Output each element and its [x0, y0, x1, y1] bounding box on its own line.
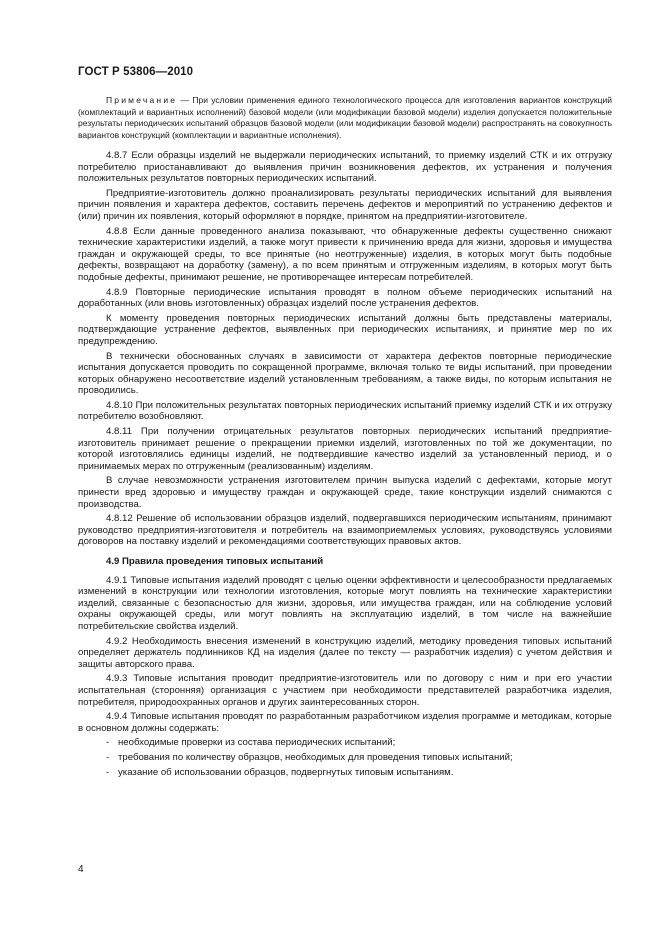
- note-text: — При условии применения единого технологического процесса для изготовления вариантов конструкций (комплектаций и вариантных исполнений) базовой модели (или модификации базовой модели) изделия допускается положительные результаты периодических испытаний образцов базовой модели (или модификации базовой модели) распространять на совокупность вариантов конструкций (комплектации и вариантные исполнения).: [78, 95, 612, 140]
- standard-header: ГОСТ Р 53806—2010: [78, 66, 194, 78]
- body-paragraph: 4.8.8 Если данные проведенного анализа показывают, что обнаруженные дефекты существенно снижают технические характеристики изделий, а также могут привести к причинению вреда для жизни, здоровья и имущества граждан и окружающей среды, то все принятые (но неотгруженные) изделия, в которых могут быть подобные дефекты, возвращают на доработку (замену), а по всем принятым и отгруженным изделиям, в которых могут быть подобные дефекты, принимают решение, не противоречащее интересам потребителей.: [78, 225, 612, 283]
- body-paragraph: 4.9.3 Типовые испытания проводит предприятие-изготовитель или по договору с ним и при его участии испытательная (сторонняя) организация с участием при необходимости представителей разработчика изделия, потребителя, природоохранных органов и других заинтересованных сторон.: [78, 673, 612, 708]
- list-item: [78, 737, 612, 749]
- body-paragraph: 4.9.4 Типовые испытания проводят по разработанным разработчиком изделия программе и методикам, которые в основном должны содержать:: [78, 711, 612, 734]
- paragraph-group-4-9: [78, 575, 612, 735]
- list-item: [78, 767, 612, 779]
- body-paragraph: 4.8.12 Решение об использовании образцов изделий, подвергавшихся периодическим испытаниям, принимают руководство предприятия-изготовителя и потребитель на взаимоприемлемых условиях, руководствуясь условиями договоров на поставку изделий и рекомендациями соответствующих правовых актов.: [78, 513, 612, 548]
- list-marker: -: [106, 766, 110, 778]
- body-paragraph: 4.9.1 Типовые испытания изделий проводят с целью оценки эффективности и целесообразности предлагаемых изменений в конструкции или технологии изготовления, которые могут повлиять на технические характеристики изделий, связанные с безопасностью для жизни, здоровья, или имущества граждан, или на соблюдение условий охраны окружающей среды, или могут повлиять на эксплуатацию изделий, в том числе на важнейшие потребительские свойства изделий.: [78, 574, 612, 632]
- body-paragraph: К моменту проведения повторных периодических испытаний должны быть представлены материалы, подтверждающие устранение дефектов, выявленных при периодических испытаниях, и принятие мер по их предупреждению.: [78, 312, 612, 347]
- body-paragraph: 4.8.11 При получении отрицательных результатов повторных периодических испытаний предприятие-изготовитель принимает решение о прекращении приемки изделий, изготовленных по той же документации, по которой изготовлялись единицы изделий, не подтвердившие качество изделий за установленный период, и о принимаемых мерах по отгруженным (реализованным) изделиям.: [78, 426, 612, 472]
- list-item-text: указание об использовании образцов, подвергнутых типовым испытаниям.: [118, 766, 454, 778]
- body-paragraph: 4.9.2 Необходимость внесения изменений в конструкцию изделий, методику проведения типовых испытаний определяет держатель подлинников КД на изделия (далее по тексту — разработчик изделия) с учетом действия и защиты авторского права.: [78, 635, 612, 670]
- document-body: [78, 95, 612, 778]
- list-item-text: требования по количеству образцов, необходимых для проведения типовых испытаний;: [118, 751, 513, 763]
- body-paragraph: Предприятие-изготовитель должно проанализировать результаты периодических испытаний для выявления причин появления и характера дефектов, составить перечень дефектов и мероприятий по устранению дефектов и (или) причин их появления, который оформляют в порядке, принятом на предприятии-изготовителе.: [78, 187, 612, 222]
- list-marker: -: [106, 751, 110, 763]
- list-item: [78, 752, 612, 764]
- body-paragraph: 4.8.7 Если образцы изделий не выдержали периодических испытаний, то приемку изделий СТК и их отгрузку потребителю приостанавливают до выявления причин возникновения дефектов, их устранения и получения положительных результатов повторных периодических испытаний.: [78, 150, 612, 185]
- requirements-list: [78, 737, 612, 778]
- note-paragraph: [78, 95, 612, 141]
- body-paragraph: В технически обоснованных случаях в зависимости от характера дефектов повторные периодические испытания допускается проводить по сокращенной программе, включая только те виды испытаний, при проведении которых обнаружено несоответствие изделий установленным требованиям, а также виды, по которым испытания не проводились.: [78, 350, 612, 397]
- paragraph-group-4-8: [78, 150, 612, 548]
- section-title: 4.9 Правила проведения типовых испытаний: [106, 556, 324, 567]
- body-paragraph: 4.8.9 Повторные периодические испытания проводят в полном объеме периодических испытаний на доработанных (или вновь изготовленных) образцах изделий после устранения дефектов.: [78, 286, 612, 310]
- page-number: 4: [78, 864, 84, 875]
- body-paragraph: 4.8.10 При положительных результатах повторных периодических испытаний приемку изделий СТК и их отгрузку потребителю возобновляют.: [78, 399, 612, 423]
- body-paragraph: В случае невозможности устранения изготовителем причин выпуска изделий с дефектами, которые могут принести вред здоровью и имуществу граждан и окружающей среде, такие конструкции изделий снимаются с производства.: [78, 475, 612, 510]
- note-label: Примечание: [106, 95, 178, 105]
- list-marker: -: [106, 737, 110, 749]
- list-item-text: необходимые проверки из состава периодических испытаний;: [118, 737, 396, 749]
